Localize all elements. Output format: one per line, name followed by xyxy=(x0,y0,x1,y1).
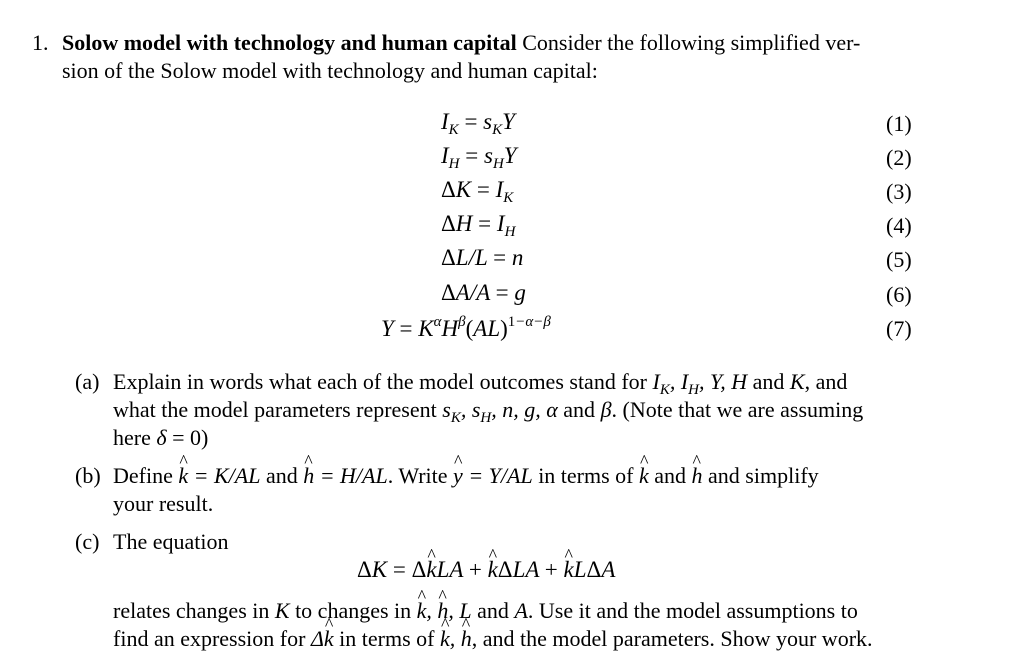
part-c-label: (c) xyxy=(75,529,100,554)
problem-heading xyxy=(62,30,860,56)
problem-intro-2: sion of the Solow model with technology and human capital: xyxy=(62,58,598,83)
part-b-label: (b) xyxy=(75,463,101,488)
equation-number-3: (3) xyxy=(886,179,912,204)
equation-4: $\Delta H = I_H$ xyxy=(441,211,516,240)
equation-number-5: (5) xyxy=(886,247,912,272)
equation-number-2: (2) xyxy=(886,145,912,170)
equation-number-6: (6) xyxy=(886,282,912,307)
part-b-line-1: Define k ^ = K/AL and h ^ = H/AL. Write y ^ = Y/AL in terms of k ^ and h ^ and simplify xyxy=(113,463,819,489)
equation-number-7: (7) xyxy=(886,316,912,341)
equation-6: ΔA/A = g xyxy=(441,280,526,305)
equation-number-1: (1) xyxy=(886,111,912,136)
part-a-line-2: what the model parameters represent $s_K$, $s_H$, n, g, α and β. (Note that we are assuming xyxy=(113,397,864,426)
problem-number: 1. xyxy=(32,30,49,55)
part-c-line-1: The equation xyxy=(113,529,229,554)
part-c-equation: ΔK = Δk ^LA + k ^ΔLA + k ^LΔA xyxy=(357,557,615,583)
equation-1: $I_K = s_KY$ xyxy=(441,109,515,138)
part-a-line-1: Explain in words what each of the model outcomes stand for $I_K$, $I_H$, Y, H and K, and xyxy=(113,369,848,398)
equation-3: $\Delta K = I_K$ xyxy=(441,177,514,206)
equation-2: $I_H = s_HY$ xyxy=(441,143,517,172)
equation-number-4: (4) xyxy=(886,213,912,238)
part-c-line-3: find an expression for Δk ^ in terms of k ^, h ^, and the model parameters. Show your work. xyxy=(113,626,873,652)
problem-title: Solow model with technology and human capital xyxy=(62,30,517,55)
equation-7: $Y = K^\alpha H^\beta(AL)^{1-\alpha-\beta}$ xyxy=(381,314,551,341)
part-b-line-2: your result. xyxy=(113,491,214,516)
part-a-line-3: here δ = 0) xyxy=(113,425,209,450)
problem-intro-1: Consider the following simplified ver- xyxy=(522,30,861,55)
part-c-line-2: relates changes in K to changes in k ^, h ^, L and A. Use it and the model assumptions to xyxy=(113,598,858,624)
part-a-label: (a) xyxy=(75,369,100,394)
equation-5: ΔL/L = n xyxy=(441,245,524,270)
